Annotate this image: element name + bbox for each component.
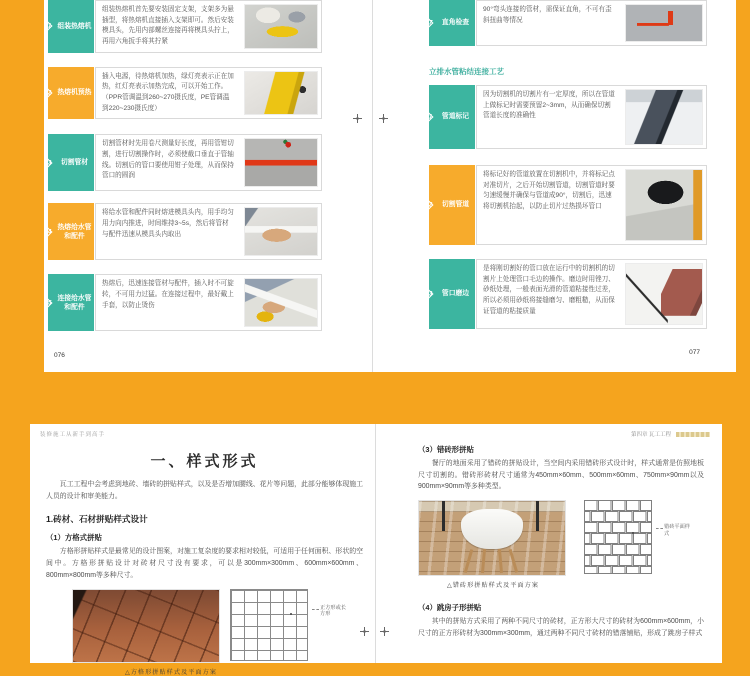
bottom-left-page	[30, 424, 375, 676]
step-text: 是将刚切割好的管口放在运行中的切割机的切割片上处理管口毛边的操作。磨边时用锉刀、砂纸处理，一般表面光滑的管道粘接性过差，所以必须用砂纸将接缝磨匀、磨粗糙，从而保证管道的粘接质量	[483, 265, 615, 315]
brick-pattern-diagram	[576, 500, 694, 574]
step-number-chevron-icon: 7	[425, 18, 436, 29]
figure-offset-brick-tiling	[418, 500, 704, 576]
grid-pattern	[230, 589, 308, 661]
diagram-note: 错砖平面样式	[656, 524, 694, 538]
step-label-text: 直角检查	[441, 19, 470, 27]
step-row	[429, 259, 707, 329]
book-spread-bottom	[30, 424, 722, 676]
step-label-text: 管道标记	[441, 113, 470, 121]
photo-pipe-cutting-machine	[625, 169, 703, 241]
table-leg	[442, 501, 445, 531]
photo-right-angle-elbow	[625, 4, 703, 42]
step-row	[48, 274, 322, 331]
sub-heading: （3）错砖形拼贴	[418, 445, 474, 454]
step-number-chevron-icon: 5	[44, 297, 55, 308]
step-label	[429, 85, 475, 149]
page-number: 076	[54, 352, 65, 359]
page-number: 077	[689, 349, 700, 356]
step-number-chevron-icon: 1	[44, 21, 55, 32]
step-body	[95, 0, 322, 53]
diagram-note: 正方形或长方形	[312, 605, 350, 619]
step-label	[48, 274, 94, 331]
chair-leg	[481, 549, 486, 574]
step-row	[429, 0, 707, 46]
figure-caption: △方格形拼贴样式及平面方案	[124, 668, 217, 676]
intro-paragraph: 瓦工工程中会考虑到地砖、墙砖的拼贴样式，以及是否增加腰线、花片等问题，此部分能够体现施工人员的设计和审美能力。	[46, 481, 363, 500]
photo-marking-pipe	[625, 89, 703, 145]
sub-heading: （1）方格式拼贴	[46, 533, 102, 543]
step-number-chevron-icon: 4	[44, 226, 55, 237]
step-text: 因为切割机的切割片有一定厚度，所以在管道上做标记时需要预留2~3mm，从而确保切割管道长度的准确性	[483, 91, 615, 120]
step-label-text: 热熔给水管和配件	[57, 223, 92, 240]
step-body	[95, 134, 322, 191]
step-number-chevron-icon: 2	[44, 88, 55, 99]
step-label	[48, 134, 94, 191]
step-text: 将给水管和配件同时熔进模具头内，用手均匀用力向内推进，时间维持3~5s，然后将管材与配件迅速从模具头内取出	[102, 209, 234, 238]
step-body	[95, 203, 322, 260]
photo-cutting-pipe	[244, 138, 318, 187]
running-head: 装修施工从新手到高手	[40, 432, 106, 438]
step-text: 组装热熔机首先要安装固定支架，支架多为悬插型，将热熔机直接插入支架即可。然后安装模具头，先用内部螺丝连接再将模具头拧上，再用六角扳手将其拧紧	[102, 6, 234, 46]
step-label-text: 管口磨边	[441, 290, 470, 298]
photo-hot-melt-machine-assembly	[244, 4, 318, 49]
book-spread-top	[44, 0, 736, 372]
body-paragraph: 餐厅的地面采用了错砖的拼贴设计，当空间内采用错砖形式设计时，样式通常是仿照地板尺寸切割的。错砖形砖材尺寸通常为450mm×60mm、500mm×60mm、750mm×90mm以及900mm×90mm等多种类型。	[418, 460, 704, 491]
registration-mark-icon	[353, 114, 362, 123]
square-grid-diagram	[230, 589, 350, 661]
bottom-right-page	[376, 424, 722, 663]
chair-leg	[464, 549, 473, 573]
step-label-text: 组装热熔机	[57, 22, 92, 30]
diagram-dot	[290, 613, 292, 615]
step-body	[476, 0, 707, 46]
page-077	[373, 0, 736, 372]
page-076	[44, 0, 372, 372]
step-label-text: 热熔机预热	[57, 89, 92, 97]
photo-joining-pipe	[244, 278, 318, 327]
step-text: 热熔后，迅速连接管材与配件，插入时不可旋转，不可用力过猛。在连接过程中，最好戴上手套，以防止烫伤	[102, 280, 234, 309]
brick-pattern-svg	[584, 500, 652, 574]
registration-mark-icon	[380, 627, 389, 636]
photo-file-and-sandpaper	[625, 263, 703, 325]
chapter-head-bar	[676, 432, 710, 437]
body-paragraph: 方格形拼贴样式是最常见的设计图案，对施工复杂度的要求相对较低，可适用于任何面积、形状的空间中。方格形拼贴设计对砖材尺寸没有要求，可以是300mm×300mm、600mm×600mm、800mm×800mm等多种尺寸。	[46, 548, 363, 579]
table-leg	[536, 501, 539, 531]
sub-heading: （4）跳房子形拼贴	[418, 603, 482, 613]
step-row	[48, 203, 322, 260]
step-row	[429, 165, 707, 245]
step-body	[476, 165, 707, 245]
step-body	[95, 274, 322, 331]
step-label-text: 切割管道	[441, 201, 470, 209]
step-number-chevron-icon: 1	[425, 112, 436, 123]
registration-mark-icon	[360, 627, 369, 636]
photo-hot-melt-machine-preheat	[244, 71, 318, 116]
step-body	[476, 85, 707, 149]
step-text: 将标记好的管道放置在切割机中，并将标记点对准切片，之后开始切割管道，切割管道时要匀速缓慢并确保与管道成90°，切割后，迅速将切割机抬起，以防止切片过热损坏管口	[483, 171, 615, 211]
step-label	[429, 0, 475, 46]
photo-chair-on-tile-floor	[418, 500, 566, 576]
chapter-running-head	[631, 430, 710, 438]
step-number-chevron-icon: 3	[425, 289, 436, 300]
section-heading: 立排水管粘结连接工艺	[429, 67, 504, 76]
step-label	[48, 0, 94, 53]
figure-square-tiling	[72, 589, 363, 663]
photo-tile-floor	[72, 589, 220, 663]
page-gutter-line	[372, 0, 373, 372]
step-label-text: 连接给水管和配件	[57, 294, 92, 311]
step-number-chevron-icon: 3	[44, 157, 55, 168]
page-title: 一、样式形式	[150, 453, 259, 470]
chair-leg	[509, 549, 518, 573]
step-label	[48, 67, 94, 120]
step-body	[95, 67, 322, 120]
step-text: 切割管材时先用卷尺测量好长度，再用管钳切割，进行切割操作时，必须使截口垂直于管轴线。切割后的管口要使用钳子处理，从而保持管口的圆润	[102, 140, 234, 180]
step-body	[476, 259, 707, 329]
step-text: 插入电源，待热熔机加热，绿灯亮表示正在加热，红灯亮表示加热完成，可以开始工作。（PPR管调温到260~270摄氏度，PE管调温到220~230摄氏度）	[102, 72, 234, 112]
chair-leg	[498, 549, 503, 574]
step-row	[48, 0, 322, 53]
figure-caption: △错砖形拼贴样式及平面方案	[446, 582, 539, 590]
page-gutter-line	[375, 424, 376, 663]
body-paragraph: 其中的拼贴方式采用了两种不同尺寸的砖材，正方形大尺寸的砖材为600mm×600mm，小尺寸的正方形砖材为300mm×300mm，通过两种不同尺寸砖材的错落铺贴，形成了跳房子样式	[418, 618, 704, 637]
chair-shell	[461, 509, 522, 549]
registration-mark-icon	[379, 114, 388, 123]
step-row	[429, 85, 707, 149]
step-label	[429, 165, 475, 245]
step-row	[48, 134, 322, 191]
photo-welding-pipe-fitting	[244, 207, 318, 256]
step-label-text: 切割管材	[60, 159, 89, 167]
chapter-title: 第四章 瓦工工程	[630, 432, 671, 438]
step-text: 90°弯头连接的管材，需保证直角，不可有歪斜扭曲等情况	[483, 6, 612, 24]
step-label	[429, 259, 475, 329]
step-number-chevron-icon: 2	[425, 200, 436, 211]
step-label	[48, 203, 94, 260]
step-row	[48, 67, 322, 120]
section-heading: 1.砖材、石材拼贴样式设计	[46, 514, 148, 525]
